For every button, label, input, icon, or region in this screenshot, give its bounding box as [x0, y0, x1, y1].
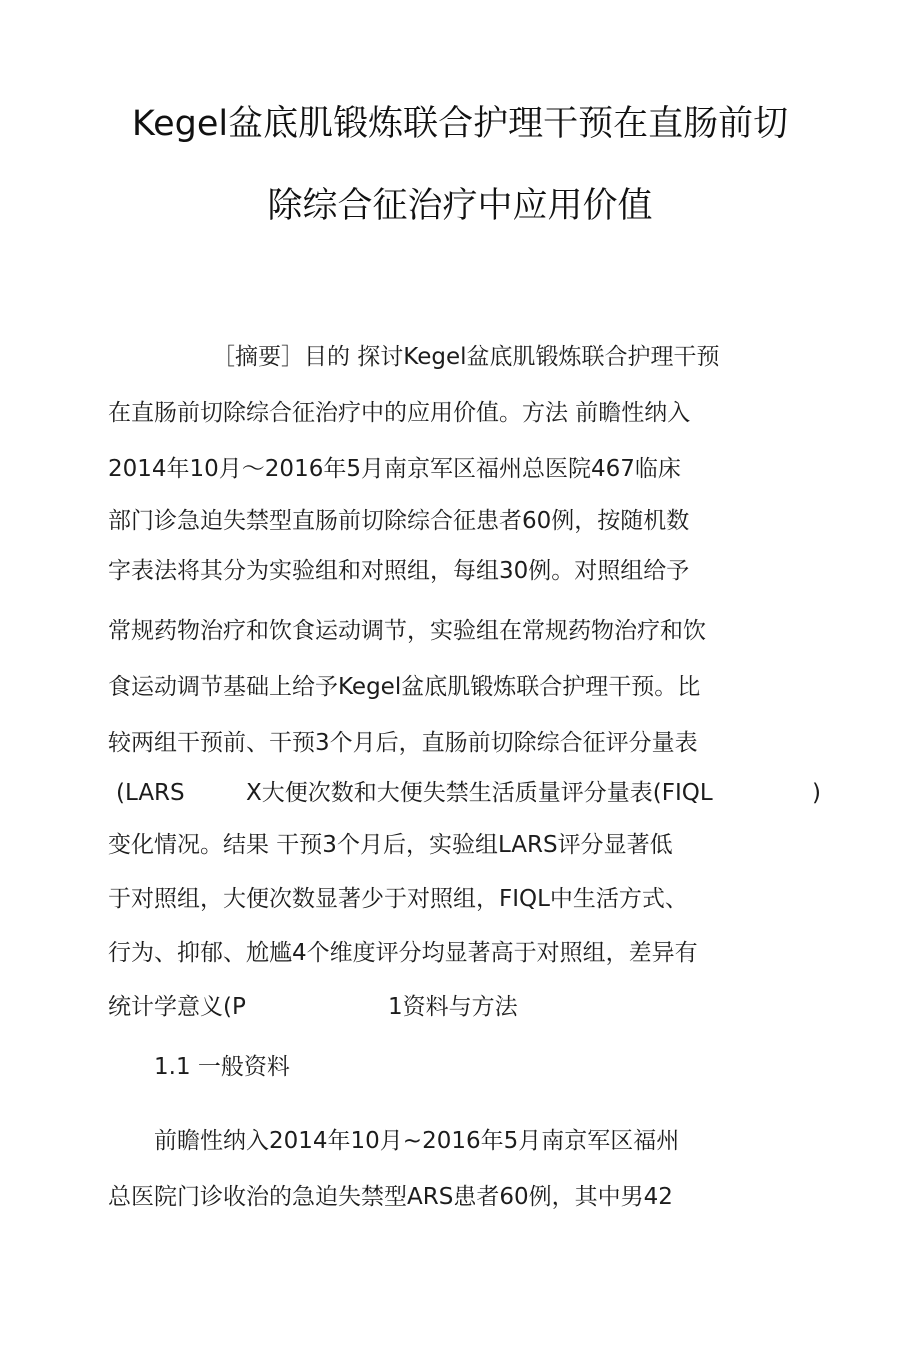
abstract-line-9-middle: X大便次数和大便失禁生活质量评分量表(FIQL [246, 780, 713, 806]
abstract-line-5: 字表法将其分为实验组和对照组，每组30例。对照组给予 [108, 558, 690, 584]
abstract-line-4: 部门诊急迫失禁型直肠前切除综合征患者60例，按随机数 [108, 508, 690, 534]
abstract-line-7: 食运动调节基础上给予Kegel盆底肌锻炼联合护理干预。比 [108, 674, 701, 700]
abstract-line-11: 于对照组，大便次数显著少于对照组，FIQL中生活方式、 [108, 886, 688, 912]
abstract-line-13-right: 1资料与方法 [388, 994, 518, 1020]
title-line-2: 除综合征治疗中应用价值 [267, 186, 653, 226]
section-heading: 1.1 一般资料 [154, 1054, 290, 1080]
abstract-line-10: 变化情况。结果 干预3个月后，实验组LARS评分显著低 [108, 832, 673, 858]
abstract-line-13-left: 统计学意义(P [108, 994, 246, 1020]
body-line-1: 前瞻性纳入2014年10月~2016年5月南京军区福州 [154, 1128, 680, 1154]
abstract-line-6: 常规药物治疗和饮食运动调节，实验组在常规药物治疗和饮 [108, 618, 706, 644]
abstract-line-3: 2014年10月～2016年5月南京军区福州总医院467临床 [108, 456, 681, 482]
abstract-line-9-open: (LARS [116, 780, 185, 806]
title-line-1: Kegel盆底肌锻炼联合护理干预在直肠前切 [131, 104, 789, 144]
abstract-line-1: ［摘要］目的 探讨Kegel盆底肌锻炼联合护理干预 [212, 344, 720, 370]
abstract-line-8: 较两组干预前、干预3个月后，直肠前切除综合征评分量表 [108, 730, 698, 756]
abstract-line-2: 在直肠前切除综合征治疗中的应用价值。方法 前瞻性纳入 [108, 400, 691, 426]
abstract-line-9-close: ) [812, 780, 821, 806]
abstract-line-12: 行为、抑郁、尬尴4个维度评分均显著高于对照组，差异有 [108, 940, 698, 966]
body-line-2: 总医院门诊收治的急迫失禁型ARS患者60例，其中男42 [108, 1184, 673, 1210]
